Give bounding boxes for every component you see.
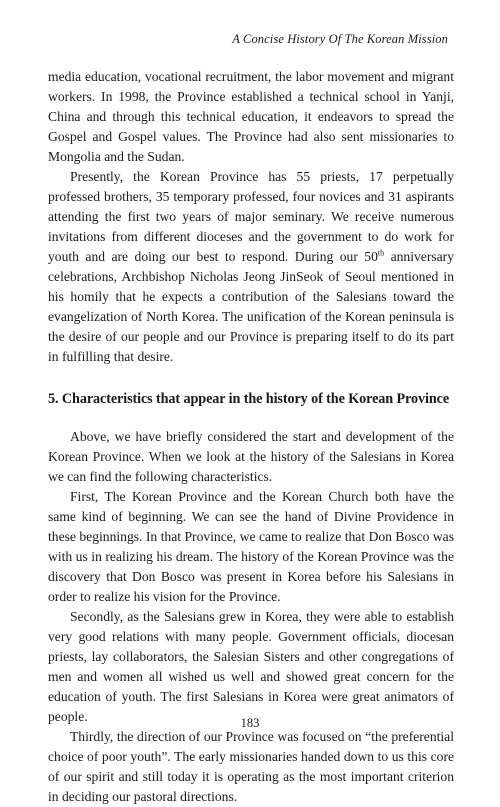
paragraph-text: Presently, the Korean Province has 55 priests, 17 perpetually professed brothers, 35 temporary professed, four novices and 31 aspirants attending the first two years of major seminary. We receive numerous invitations from different dioceses and the government to do work for youth and are doing our best to respond. During our 50 <box>48 169 454 264</box>
page-body <box>48 67 454 807</box>
page-number: 183 <box>240 716 260 730</box>
paragraph-overview: Above, we have briefly considered the start and development of the Korean Province. When we look at the history of the Salesians in Korea we can find the following characteristics. <box>48 429 454 484</box>
section-heading: 5. Characteristics that appear in the history of the Korean Province <box>48 391 450 407</box>
paragraph-second-characteristic: Secondly, as the Salesians grew in Korea, they were able to establish very good relations with many people. Government officials, diocesan priests, lay collaborators, the Salesian Sisters and other congregations of men and women all wished us well and showed great concern for the education of youth. The first Salesians in Korea were great animators of people. <box>48 609 454 724</box>
paragraph-korean-province-present <box>48 167 454 367</box>
paragraph-first-characteristic: First, The Korean Province and the Korean Church both have the same kind of beginning. We can see the hand of Divine Providence in these beginnings. In that Province, we came to realize that Don Bosco was with us in realizing his dream. The history of the Korean Province was the discovery that Don Bosco was present in Korea before his Salesians in order to realize his vision for the Province. <box>48 489 454 604</box>
paragraph-continuation: media education, vocational recruitment, the labor movement and migrant workers. In 1998, the Province established a technical school in Yanji, China and through this technical education, it endeavors to spread the Gospel and Gospel values. The Province had also sent missionaries to Mongolia and the Sudan. <box>48 69 454 164</box>
paragraph-third-characteristic: Thirdly, the direction of our Province was focused on “the preferential choice of poor youth”. The early missionaries handed down to us this core of our spirit and still today it is operating as the most important criterion in deciding our pastoral directions. <box>48 729 454 804</box>
running-head: A Concise History Of The Korean Mission <box>232 32 448 46</box>
paragraph-text: anniversary celebrations, Archbishop Nicholas Jeong JinSeok of Seoul mentioned in his homily that he expects a contribution of the Salesians toward the evangelization of North Korea. The unification of the Korean peninsula is the desire of our people and our Province is preparing itself to do its part in fulfilling that desire. <box>48 249 454 364</box>
ordinal-superscript: th <box>377 248 385 258</box>
